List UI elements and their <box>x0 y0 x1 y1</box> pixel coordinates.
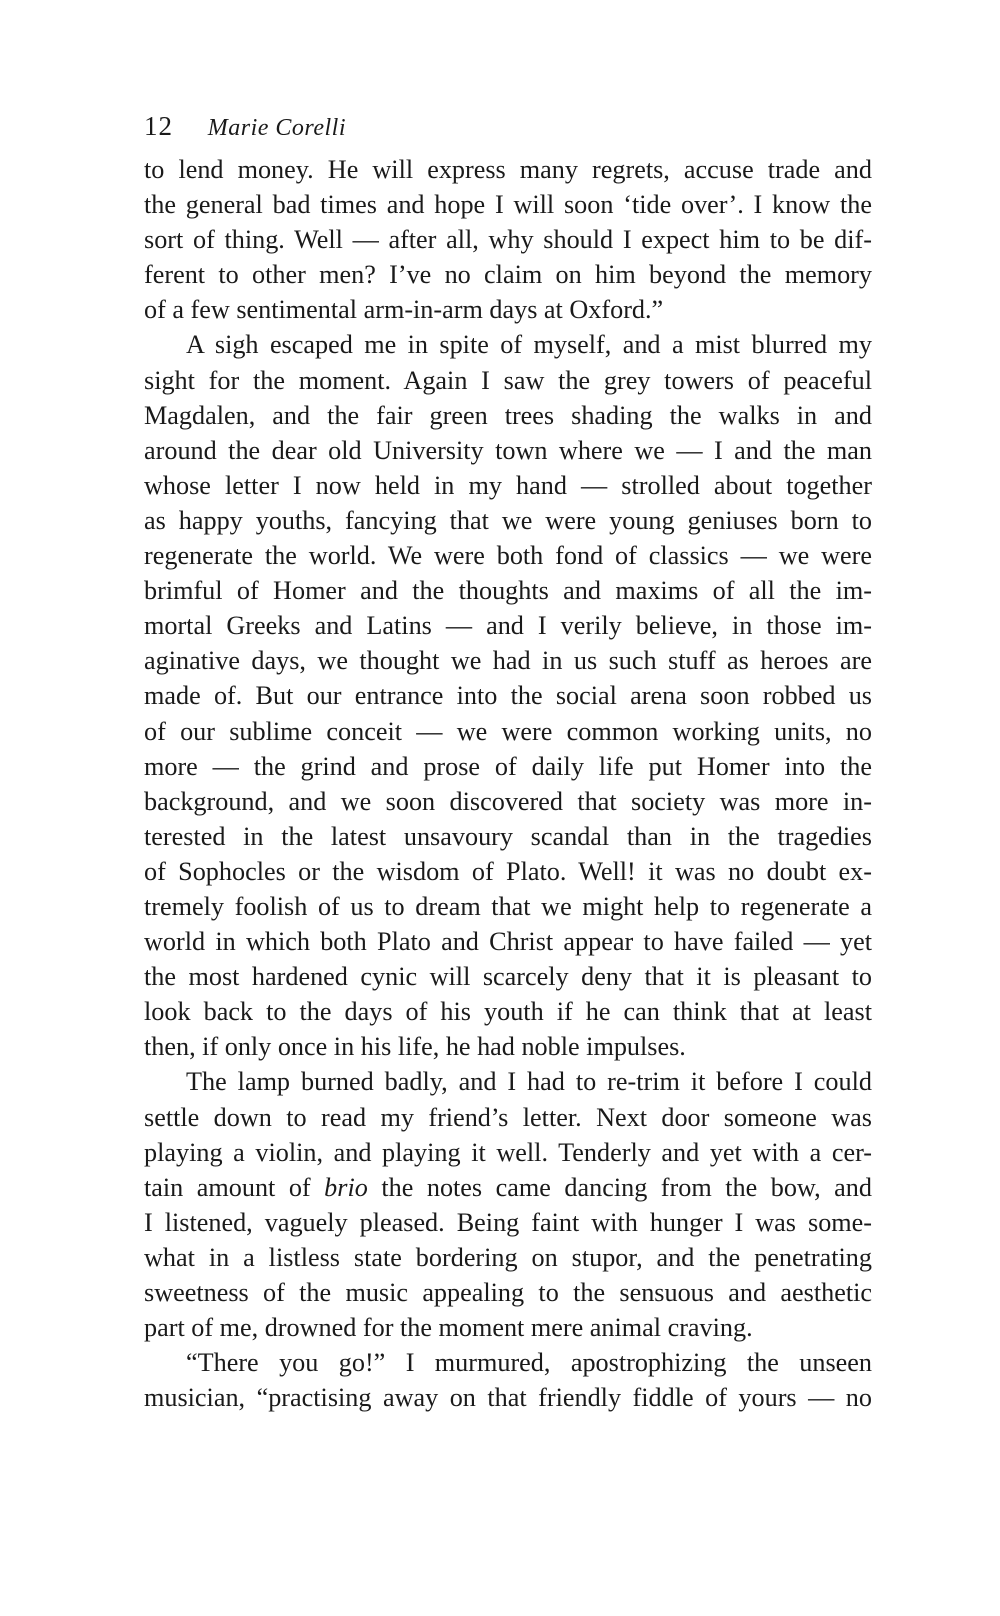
text-line: I listened, vaguely pleased. Being faint with hunger I was some- <box>144 1207 872 1237</box>
text-line: to lend money. He will express many regrets, accuse trade and <box>144 155 872 184</box>
text-line: mortal Greeks and Latins — and I verily believe, in those im- <box>144 611 872 641</box>
book-page <box>144 108 872 1415</box>
paragraph <box>144 1064 872 1345</box>
text-line: brimful of Homer and the thoughts and maxims of all the im- <box>144 576 872 606</box>
running-head <box>144 108 872 152</box>
text-line: The lamp burned badly, and I had to re-trim it before I could <box>186 1067 872 1097</box>
page-number: 12 <box>144 111 173 141</box>
body-text <box>144 152 872 1415</box>
paragraph <box>144 1345 872 1415</box>
text-line: Magdalen, and the fair green trees shading the walks in and <box>144 400 872 430</box>
text-line: sight for the moment. Again I saw the grey towers of peaceful <box>144 365 872 395</box>
text-line: world in which both Plato and Christ appear to have failed — yet <box>144 927 872 957</box>
text-line: tremely foolish of us to dream that we might help to regenerate a <box>144 891 872 921</box>
text-line: made of. But our entrance into the social arena soon robbed us <box>144 681 872 711</box>
text-line: around the dear old University town where we — I and the man <box>144 435 872 465</box>
text-line: more — the grind and prose of daily life put Homer into the <box>144 751 872 781</box>
text-line: of Sophocles or the wisdom of Plato. Well! it was no doubt ex- <box>144 856 872 886</box>
text-line: as happy youths, fancying that we were young geniuses born to <box>144 505 872 535</box>
text-line: then, if only once in his life, he had noble impulses. <box>144 1032 686 1062</box>
text-line: terested in the latest unsavoury scandal than in the tragedies <box>144 821 872 851</box>
text-fragment: the notes came dancing from the bow, and <box>367 1172 872 1202</box>
text-line: sweetness of the music appealing to the sensuous and aesthetic <box>144 1278 872 1307</box>
text-line: sort of thing. Well — after all, why should I expect him to be dif- <box>144 225 872 255</box>
text-line: of our sublime conceit — we were common working units, no <box>144 716 872 746</box>
italic-term: brio <box>324 1172 368 1202</box>
text-line: part of me, drowned for the moment mere animal craving. <box>144 1313 753 1343</box>
text-line: A sigh escaped me in spite of myself, and a mist blurred my <box>186 330 872 360</box>
text-line: ferent to other men? I’ve no claim on him beyond the memory <box>144 260 872 290</box>
paragraph <box>144 327 872 1064</box>
text-line: settle down to read my friend’s letter. Next door someone was <box>144 1102 872 1132</box>
text-line: musician, “practising away on that friendly fiddle of yours — no <box>144 1383 872 1413</box>
text-line: “There you go!” I murmured, apostrophizing the unseen <box>186 1348 872 1378</box>
text-line: look back to the days of his youth if he can think that at least <box>144 997 872 1027</box>
running-head-author: Marie Corelli <box>207 115 347 141</box>
text-fragment: tain amount of <box>144 1172 325 1202</box>
text-line: the most hardened cynic will scarcely deny that it is pleasant to <box>144 962 872 992</box>
paragraph <box>144 152 872 327</box>
text-line: playing a violin, and playing it well. Tenderly and yet with a cer- <box>144 1137 872 1167</box>
text-line: aginative days, we thought we had in us such stuff as heroes are <box>144 646 872 676</box>
text-line: what in a listless state bordering on stupor, and the penetrating <box>144 1242 872 1272</box>
text-line: the general bad times and hope I will soon ‘tide over’. I know the <box>144 190 872 220</box>
text-line <box>144 1170 872 1205</box>
text-line: background, and we soon discovered that society was more in- <box>144 786 872 816</box>
text-line: whose letter I now held in my hand — strolled about together <box>144 470 872 500</box>
text-line: regenerate the world. We were both fond of classics — we were <box>144 541 872 571</box>
text-line: of a few sentimental arm-in-arm days at Oxford.” <box>144 295 664 325</box>
